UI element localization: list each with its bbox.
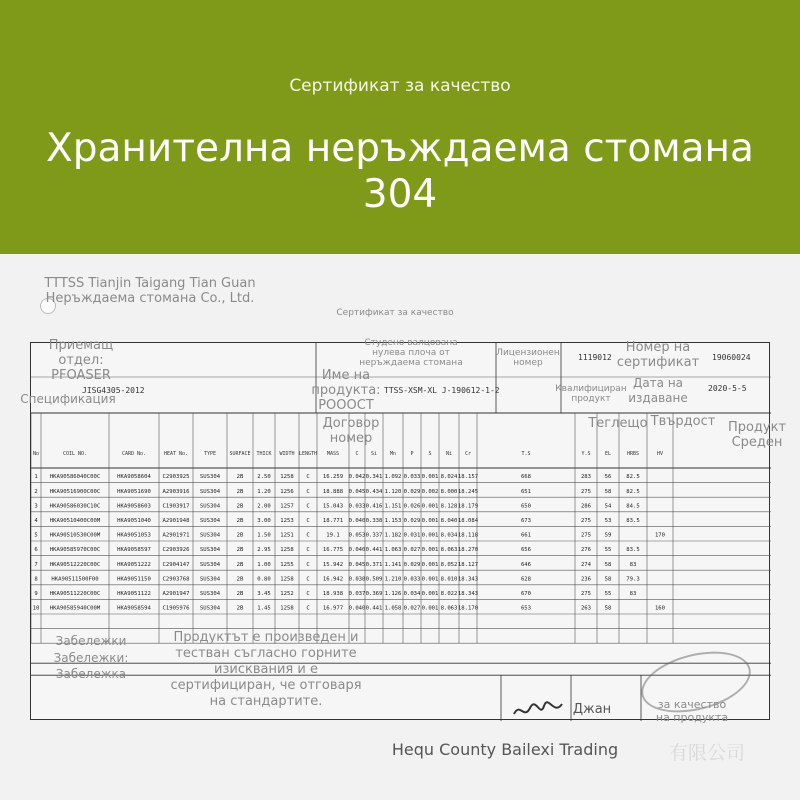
table-cell: 0.026 [403,503,421,510]
table-cell: 1.153 [384,518,402,525]
qualified-product-label: Квалифициран продукт [555,384,627,404]
table-cell: 2 [34,488,38,495]
standard-value: JISG4305-2012 [82,386,145,395]
table-cell: 0.341 [365,474,383,481]
table-cell: SUS304 [199,532,221,539]
table-cell: HKA90585970C00C [49,547,101,554]
table-cell: C1903917 [162,503,190,510]
column-header: HEAT No. [163,451,189,457]
table-cell: 628 [520,576,532,583]
table-cell: 55 [604,547,612,554]
table-cell: 0.434 [365,488,383,495]
table-cell: 2B [236,474,244,481]
table-cell: 0.001 [421,547,439,554]
table-cell: 16.942 [322,576,344,583]
table-cell: 18.343 [457,576,479,583]
table-cell: 1251 [280,532,294,539]
table-cell: 1.210 [384,576,402,583]
table-cell: 15.043 [322,503,344,510]
table-cell: 0.001 [421,605,439,612]
table-cell: HKA9058597 [117,547,151,554]
table-cell: 286 [580,503,592,510]
table-cell: 2B [236,547,244,554]
product-right-label: Продукт Среден [727,420,787,450]
table-cell: 0.027 [403,605,421,612]
table-cell: 18.118 [457,532,479,539]
column-header: WIDTH [279,451,295,457]
table-cell: SUS304 [199,576,221,583]
table-cell: 0.337 [365,532,383,539]
table-cell: HKA90585940C00M [49,605,101,612]
column-header: Mn [389,451,397,457]
table-cell: 0.037 [348,591,366,598]
table-cell: C [306,488,310,495]
table-cell: 1.50 [257,532,271,539]
table-cell: 1253 [280,518,294,525]
table-cell: 8.024 [440,474,458,481]
table-cell: 2.50 [257,474,271,481]
table-cell: C [306,474,310,481]
table-cell: C [306,547,310,554]
table-cell: 263 [580,605,592,612]
table-cell: SUS304 [199,503,221,510]
table-cell: HKA90510530C00M [49,532,101,539]
table-cell: 83.5 [626,518,640,525]
column-header: Si [370,451,378,457]
table-cell: 0.038 [348,576,366,583]
column-header: THICK [256,451,272,457]
table-cell: 1.45 [257,605,271,612]
table-cell: 2B [236,576,244,583]
table-cell: HKA9051040 [117,518,151,525]
table-cell: 8.128 [440,503,458,510]
table-cell: C2903768 [162,576,190,583]
table-cell: 275 [580,532,592,539]
table-cell: 16.775 [322,547,344,554]
table-cell: 0.371 [365,561,383,568]
table-cell: 0.338 [365,518,383,525]
table-cell: 83.5 [626,547,640,554]
table-cell: 18.179 [457,503,479,510]
table-cell: 16.259 [322,474,344,481]
table-cell: 84.5 [626,503,640,510]
table-cell: 10 [32,605,40,612]
table-cell: 2B [236,591,244,598]
table-cell: 3 [34,503,38,510]
table-cell: 0.031 [403,532,421,539]
table-cell: 18.157 [457,474,479,481]
column-header: C [355,451,359,457]
table-cell: 79.3 [626,576,640,583]
table-cell: SUS304 [199,547,221,554]
table-cell: HKA9058603 [117,503,151,510]
specification-label: Спецификация [20,392,116,406]
table-cell: SUS304 [199,605,221,612]
table-cell: C [306,576,310,583]
table-cell: HKA90586040C00C [49,474,101,481]
issue-date-label: Дата на издаване [628,376,688,405]
table-cell: 650 [520,503,532,510]
column-header: HV [656,451,664,457]
cert-number-label: Номер на сертификат [616,340,700,370]
table-cell: 0.042 [348,474,366,481]
table-cell: HKA9051222 [117,561,151,568]
title-banner [0,0,800,254]
table-cell: 0.002 [421,488,439,495]
table-cell: HKA9058604 [117,474,151,481]
table-cell: 8.052 [440,561,458,568]
table-cell: 170 [654,532,666,539]
license-label: Лицензионен номер [496,348,560,368]
table-cell: 1255 [280,561,294,568]
table-cell: 1258 [280,547,294,554]
column-header: COIL NO. [62,451,88,457]
table-cell: 1.092 [384,474,402,481]
table-cell: HKA90510400C00M [49,518,101,525]
table-cell: 2.95 [257,547,271,554]
table-cell: 673 [520,518,532,525]
table-cell: SUS304 [199,518,221,525]
table-cell: 1.182 [384,532,402,539]
table-cell: 0.001 [421,503,439,510]
table-cell: HKA9051122 [117,591,151,598]
table-cell: HKA90511500F00 [51,576,99,583]
table-cell: 0.001 [421,591,439,598]
column-header: No [32,451,40,457]
table-cell: 8.063 [440,547,458,554]
table-cell: 1.120 [384,488,402,495]
receiving-department: Приемащ отдел: PFOASER [48,338,114,383]
table-cell: SUS304 [199,561,221,568]
table-cell: 2B [236,532,244,539]
table-cell: 646 [520,561,532,568]
table-cell: 82.5 [626,474,640,481]
table-cell: SUS304 [199,474,221,481]
table-cell: 8 [34,576,38,583]
table-cell: C [306,591,310,598]
table-cell: 8.010 [440,576,458,583]
table-cell: 0.001 [421,518,439,525]
table-cell: 0.040 [348,605,366,612]
product-name-label: Име на продукта: POOOCT [311,368,381,413]
table-cell: 656 [520,547,532,554]
table-cell: 2B [236,561,244,568]
banner-subtitle: Сертификат за качество [289,76,511,96]
table-cell: HKA90512220C00C [49,561,101,568]
table-cell: A2901947 [162,591,190,598]
table-cell: 83 [629,561,637,568]
table-cell: 1.126 [384,591,402,598]
table-cell: 1.058 [384,605,402,612]
table-cell: 18.270 [457,547,479,554]
table-cell: SUS304 [199,591,221,598]
cert-number-value: 19060024 [712,353,751,362]
table-cell: C2903926 [162,547,190,554]
table-cell: 275 [580,518,592,525]
table-cell: 59 [604,532,612,539]
table-cell: 83 [629,591,637,598]
table-cell: 2B [236,503,244,510]
table-cell: 236 [580,576,592,583]
table-cell: 0.029 [403,488,421,495]
table-cell: 53 [604,518,612,525]
table-cell: C [306,605,310,612]
table-cell: 0.029 [403,518,421,525]
table-cell: C [306,518,310,525]
table-cell: 5 [34,532,38,539]
table-cell: 18.084 [457,518,479,525]
table-cell: 1.00 [257,561,271,568]
table-cell: 8.034 [440,532,458,539]
column-header: T.S [521,451,531,457]
table-cell: 283 [580,474,592,481]
table-cell: 0.033 [403,474,421,481]
table-cell: 0.001 [421,532,439,539]
table-cell: 0.027 [403,547,421,554]
table-cell: 3.00 [257,518,271,525]
notes-label-2: Забележки: [53,651,129,665]
table-cell: HKA9058594 [117,605,151,612]
table-cell: 15.942 [322,561,344,568]
table-cell: C [306,503,310,510]
table-cell: C [306,532,310,539]
table-cell: 8.063 [440,605,458,612]
table-cell: 653 [520,605,532,612]
table-cell: A2901948 [162,518,190,525]
table-cell: 0.509 [365,576,383,583]
table-cell: 0.441 [365,605,383,612]
table-cell: 0.441 [365,547,383,554]
table-cell: 0.369 [365,591,383,598]
table-cell: 2.00 [257,503,271,510]
table-cell: 0.045 [348,561,366,568]
column-header: Cr [464,451,472,457]
table-cell: 651 [520,488,532,495]
table-cell: 670 [520,591,532,598]
tensile-label: Теглещо [588,416,648,431]
table-cell: 7 [34,561,38,568]
banner-title: Хранителна неръждаема стомана 304 [46,126,754,217]
column-header: TYPE [203,451,217,457]
table-cell: 58 [604,488,612,495]
table-cell: 18.771 [322,518,344,525]
contract-number-label: Договор номер [322,416,380,446]
table-cell: 0.001 [421,576,439,583]
table-cell: C2904147 [162,561,190,568]
company-name: TTTSS Tianjin Taigang Tian Guan Неръждаема стомана Co., Ltd. [44,276,256,306]
table-cell: 58 [604,605,612,612]
table-cell: 1256 [280,488,294,495]
table-cell: 1258 [280,474,294,481]
table-cell: 0.034 [403,591,421,598]
notes-label-1: Забележки [55,634,127,648]
table-cell: 1258 [280,576,294,583]
table-cell: 18.245 [457,488,479,495]
cold-rolled-label: Студено валцована нулева плоча от неръждаема стомана [359,338,463,368]
table-cell: 3.45 [257,591,271,598]
certification-statement: Продуктът е произведен и тестван съгласно горните изисквания и е сертифициран, че отговаря на стандартите. [170,630,362,709]
table-cell: 1.063 [384,547,402,554]
table-cell: 0.80 [257,576,271,583]
table-cell: 16.977 [322,605,344,612]
table-cell: 160 [654,605,666,612]
table-cell: 18.888 [322,488,344,495]
table-cell: HKA9051690 [117,488,151,495]
certificate-title: Сертификат за качество [336,308,454,318]
column-header: P [410,451,414,457]
table-cell: 661 [520,532,532,539]
table-cell: 0.053 [348,532,366,539]
column-header: HRBS [626,451,640,457]
column-header: EL [604,451,612,457]
table-cell: 18.170 [457,605,479,612]
table-cell: 1258 [280,605,294,612]
column-header: S [428,451,432,457]
table-cell: 58 [604,561,612,568]
table-cell: 0.045 [348,488,366,495]
table-cell: 0.033 [348,503,366,510]
table-cell: 8.000 [440,488,458,495]
table-cell: 8.022 [440,591,458,598]
column-header: MASS [326,451,340,457]
table-cell: 19.1 [326,532,340,539]
table-cell: 82.5 [626,488,640,495]
table-cell: 18.343 [457,591,479,598]
table-cell: 55 [604,591,612,598]
table-cell: 1 [34,474,38,481]
table-cell: 2B [236,518,244,525]
table-cell: 2B [236,488,244,495]
table-cell: 18.938 [322,591,344,598]
table-cell: C2903925 [162,474,190,481]
table-cell: 0.416 [365,503,383,510]
table-cell: 1252 [280,591,294,598]
contract-value: TTSS-XSM-XL J-190612-1-2 [384,386,500,395]
table-cell: C [306,561,310,568]
footer-company-cn: 有限公司 [668,742,745,764]
table-cell: 1.141 [384,561,402,568]
license-value: 1119012 [578,353,612,362]
table-cell: 56 [604,474,612,481]
column-header: Ni [445,451,453,457]
table-cell: 18.127 [457,561,479,568]
lister-name: Джан [572,702,612,717]
hardness-label: Твърдост [650,414,716,429]
table-cell: A2903916 [162,488,190,495]
table-cell: 1.20 [257,488,271,495]
table-cell: 1257 [280,503,294,510]
table-cell: SUS304 [199,488,221,495]
table-cell: 54 [604,503,612,510]
footer-company: Hequ County Bailexi Trading [391,740,619,759]
notes-label-3: Забележка [55,667,127,681]
table-cell: 6 [34,547,38,554]
table-cell: 274 [580,561,592,568]
table-cell: 2B [236,605,244,612]
column-header: LENGTH [298,451,318,457]
table-cell: 275 [580,591,592,598]
table-cell: 0.001 [421,474,439,481]
column-header: CARD No. [121,451,147,457]
column-header: Y.S [581,451,591,457]
table-cell: HKA90511220C00C [49,591,101,598]
table-cell: HKA9051150 [117,576,151,583]
table-cell: 0.029 [403,561,421,568]
table-cell: 0.040 [348,518,366,525]
column-header: SURFACE [229,451,251,457]
table-cell: 0.033 [403,576,421,583]
table-cell: 276 [580,547,592,554]
table-cell: HKA90516900C00C [49,488,101,495]
table-cell: 1.151 [384,503,402,510]
table-cell: 9 [34,591,38,598]
issue-date-value: 2020-5-5 [708,384,747,393]
table-cell: 275 [580,488,592,495]
signature-icon [512,698,564,722]
table-cell: 58 [604,576,612,583]
table-cell: HKA9051053 [117,532,151,539]
table-cell: A2901971 [162,532,190,539]
table-cell: 0.001 [421,561,439,568]
table-cell: 0.040 [348,547,366,554]
stamp-caption: за качество на продукта [655,698,729,724]
table-cell: 4 [34,518,38,525]
table-cell: C1905976 [162,605,190,612]
table-cell: HKA90586030C10C [49,503,101,510]
table-cell: 668 [520,474,532,481]
table-cell: 8.040 [440,518,458,525]
